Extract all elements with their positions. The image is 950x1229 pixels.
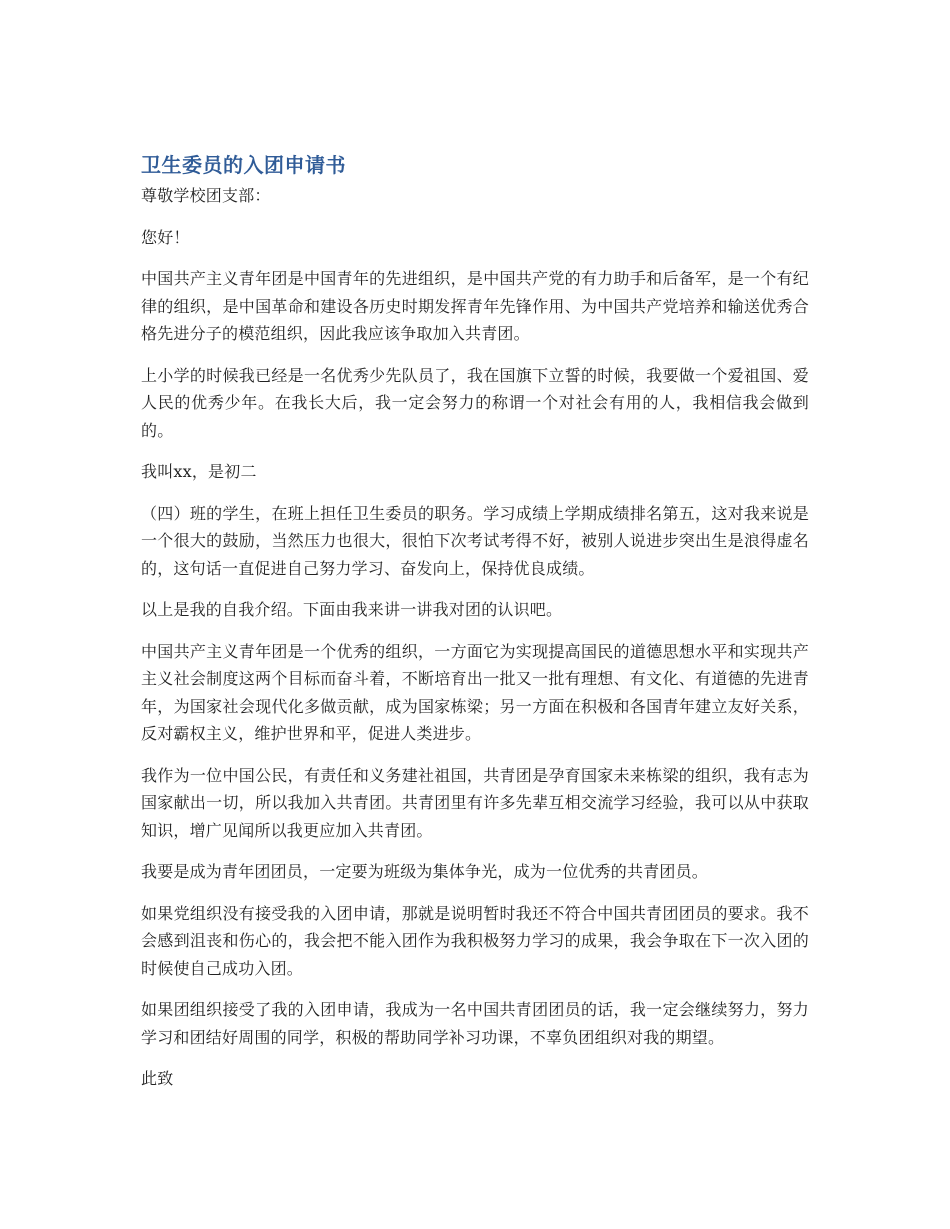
salutation: 尊敬学校团支部： bbox=[141, 186, 271, 205]
paragraph-commitment: 我要是成为青年团团员，一定要为班级为集体争光，成为一位优秀的共青团员。 bbox=[141, 862, 709, 881]
paragraph-young-pioneer: 上小学的时候我已经是一名优秀少先队员了，我在国旗下立誓的时候，我要做一个爱祖国、爱人民的优秀少年。在我长大后，我一定会努力的称谓一个对社会有用的人，我相信我会做到的。 bbox=[141, 365, 809, 440]
document-title: 卫生委员的入团申请书 bbox=[141, 153, 346, 177]
paragraph-motivation: 我作为一位中国公民，有责任和义务建社祖国，共青团是孕育国家未来栋梁的组织，我有志为国家献出一切，所以我加入共青团。共青团里有许多先辈互相交流学习经验，我可以从中获取知识，增广见闻所以我更应加入共青团。 bbox=[141, 765, 809, 840]
document-page bbox=[141, 0, 809, 1107]
paragraph-class-role: （四）班的学生，在班上担任卫生委员的职务。学习成绩上学期成绩排名第五，这对我来说是一个很大的鼓励，当然压力也很大，很怕下次考试考得不好，被别人说进步突出生是浪得虚名的，这句话一直促进自己努力学习、奋发向上，保持优良成绩。 bbox=[141, 503, 809, 578]
closing: 此致 bbox=[141, 1069, 174, 1088]
paragraph-transition: 以上是我的自我介绍。下面由我来讲一讲我对团的认识吧。 bbox=[141, 600, 563, 619]
paragraph-if-accepted: 如果团组织接受了我的入团申请，我成为一名中国共青团团员的话，我一定会继续努力，努力学习和团结好周围的同学，积极的帮助同学补习功课，不辜负团组织对我的期望。 bbox=[141, 1000, 809, 1047]
paragraph-intro-league: 中国共产主义青年团是中国青年的先进组织，是中国共产党的有力助手和后备军，是一个有纪律的组织，是中国革命和建设各历史时期发挥青年先锋作用、为中国共产党培养和输送优秀合格先进分子的模范组织，因此我应该争取加入共青团。 bbox=[141, 269, 809, 343]
paragraph-name: 我叫xx，是初二 bbox=[141, 462, 257, 481]
paragraph-league-understanding: 中国共产主义青年团是一个优秀的组织，一方面它为实现提高国民的道德思想水平和实现共产主义社会制度这两个目标而奋斗着，不断培育出一批又一批有理想、有文化、有道德的先进青年，为国家社会现代化多做贡献，成为国家栋梁；另一方面在积极和各国青年建立友好关系，反对霸权主义，维护世界和平，促进人类进步。 bbox=[141, 641, 809, 743]
greeting: 您好！ bbox=[141, 227, 190, 247]
paragraph-if-rejected: 如果党组织没有接受我的入团申请，那就是说明暂时我还不符合中国共青团团员的要求。我不会感到沮丧和伤心的，我会把不能入团作为我积极努力学习的成果，我会争取在下一次入团的时候使自己成功入团。 bbox=[141, 903, 809, 978]
